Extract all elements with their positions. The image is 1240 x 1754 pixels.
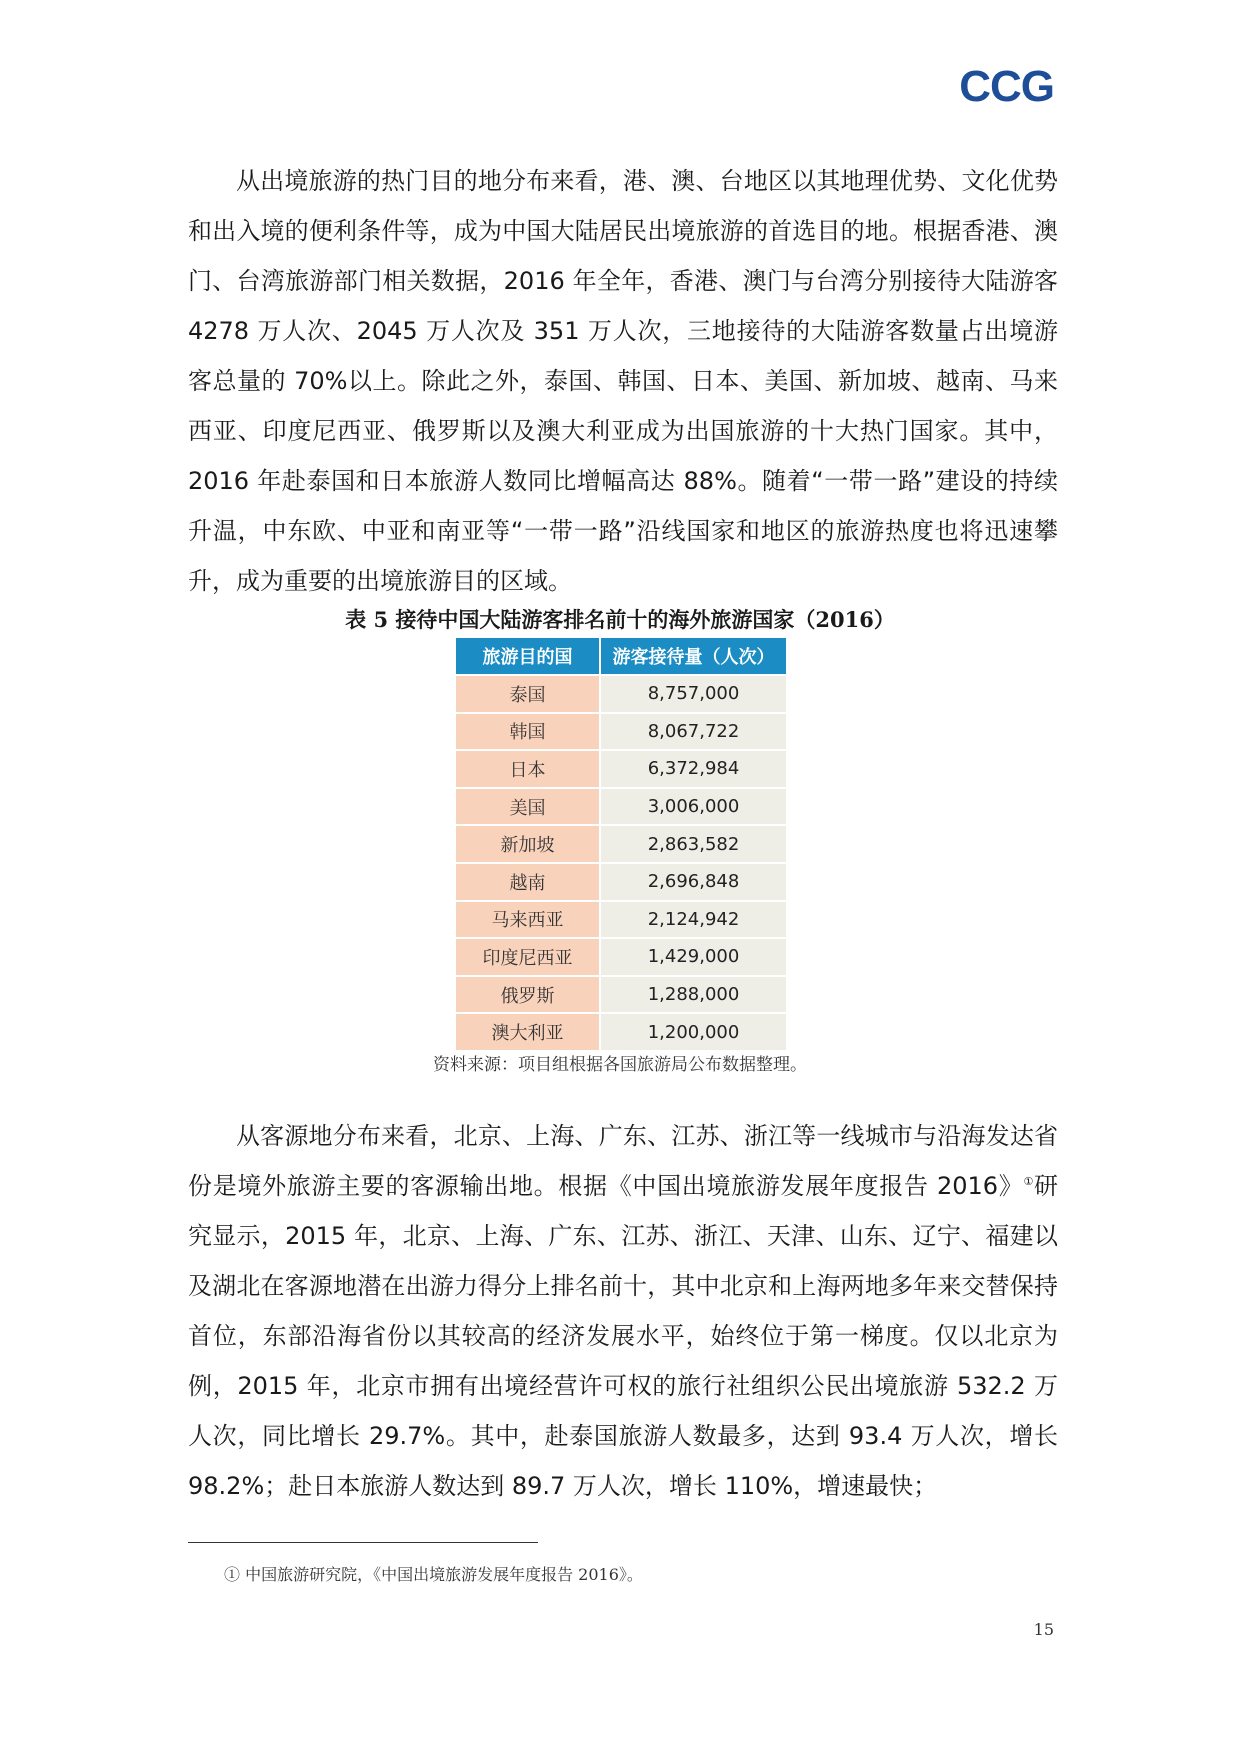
table-row <box>456 788 786 826</box>
table-row <box>456 938 786 976</box>
body-paragraph-1: 从出境旅游的热门目的地分布来看，港、澳、台地区以其地理优势、文化优势和出入境的便利条件等，成为中国大陆居民出境旅游的首选目的地。根据香港、澳门、台湾旅游部门相关数据，2016 年全年，香港、澳门与台湾分别接待大陆游客 4278 万人次、2045 万人次及 351 万人次，三地接待的大陆游客数量占出境游客总量的 70%以上。除此之外，泰国、韩国、日本、美国、新加坡、越南、马来西亚、印度尼西亚、俄罗斯以及澳大利亚成为出国旅游的十大热门国家。其中，2016 年赴泰国和日本旅游人数同比增幅高达 88%。随着“一带一路”建设的持续升温，中东欧、中亚和南亚等“一带一路”沿线国家和地区的旅游热度也将迅速攀升，成为重要的出境旅游目的区域。 <box>188 167 1058 595</box>
tourism-table <box>456 638 786 1050</box>
visitors-cell: 1,288,000 <box>600 976 786 1014</box>
table-row <box>456 863 786 901</box>
visitors-cell: 8,757,000 <box>600 675 786 713</box>
country-cell: 韩国 <box>456 713 600 751</box>
table-row <box>456 713 786 751</box>
table-row <box>456 750 786 788</box>
header-visitors: 游客接待量（人次） <box>600 638 786 675</box>
table-row <box>456 1013 786 1050</box>
table-title: 表 5 接待中国大陆游客排名前十的海外旅游国家（2016） <box>345 607 895 632</box>
table-source-note: 资料来源：项目组根据各国旅游局公布数据整理。 <box>433 1055 807 1075</box>
ccg-logo: CCG <box>959 62 1054 111</box>
country-cell: 印度尼西亚 <box>456 938 600 976</box>
table-row <box>456 976 786 1014</box>
country-cell: 越南 <box>456 863 600 901</box>
visitors-cell: 2,124,942 <box>600 901 786 939</box>
country-cell: 新加坡 <box>456 825 600 863</box>
visitors-cell: 2,863,582 <box>600 825 786 863</box>
footnote-divider <box>188 1542 538 1543</box>
country-cell: 泰国 <box>456 675 600 713</box>
paragraph-2-text-a: 从客源地分布来看，北京、上海、广东、江苏、浙江等一线城市与沿海发达省份是境外旅游主要的客源输出地。根据《中国出境旅游发展年度报告 2016》 <box>188 1122 1058 1200</box>
country-cell: 美国 <box>456 788 600 826</box>
body-paragraph-2 <box>188 1111 1058 1511</box>
table-row <box>456 901 786 939</box>
country-cell: 俄罗斯 <box>456 976 600 1014</box>
table-row <box>456 675 786 713</box>
table-row <box>456 825 786 863</box>
visitors-cell: 8,067,722 <box>600 713 786 751</box>
visitors-cell: 3,006,000 <box>600 788 786 826</box>
header-destination: 旅游目的国 <box>456 638 600 675</box>
country-cell: 澳大利亚 <box>456 1013 600 1050</box>
footnote-reference: ① <box>1023 1175 1034 1188</box>
visitors-cell: 6,372,984 <box>600 750 786 788</box>
visitors-cell: 2,696,848 <box>600 863 786 901</box>
paragraph-2-text-b: 研究显示，2015 年，北京、上海、广东、江苏、浙江、天津、山东、辽宁、福建以及湖北在客源地潜在出游力得分上排名前十，其中北京和上海两地多年来交替保持首位，东部沿海省份以其较高的经济发展水平，始终位于第一梯度。仅以北京为例，2015 年，北京市拥有出境经营许可权的旅行社组织公民出境旅游 532.2 万人次，同比增长 29.7%。其中，赴泰国旅游人数最多，达到 93.4 万人次，增长 98.2%；赴日本旅游人数达到 89.7 万人次，增长 110%，增速最快； <box>188 1172 1058 1500</box>
country-cell: 马来西亚 <box>456 901 600 939</box>
visitors-cell: 1,429,000 <box>600 938 786 976</box>
country-cell: 日本 <box>456 750 600 788</box>
footnote: ① 中国旅游研究院，《中国出境旅游发展年度报告 2016》。 <box>224 1565 643 1584</box>
page-number: 15 <box>1033 1620 1054 1639</box>
visitors-cell: 1,200,000 <box>600 1013 786 1050</box>
table-header-row <box>456 638 786 675</box>
